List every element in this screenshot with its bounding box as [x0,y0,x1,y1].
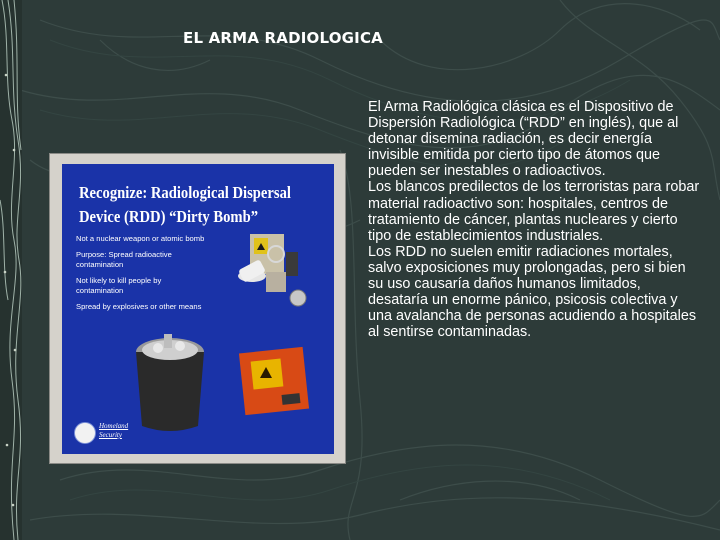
left-decorative-stripe [0,0,22,540]
paragraph-effects: Los RDD no suelen emitir radiaciones mortales, salvo exposiciones muy prolongadas, pero si bien su uso causaría daños humanos limitados, desataría un enorme pánico, psicosis colectiva y una avalancha de personas acudiendo a hospitales al sentirse contaminadas. [368,243,697,341]
rdd-objects-illustration [62,164,334,454]
body-text [368,99,703,340]
embedded-bullet: Not likely to kill people by contamination [76,276,162,295]
slide-title: EL ARMA RADIOLOGICA [183,29,383,47]
paragraph-rdd-definition: El Arma Radiológica clásica es el Dispositivo de Dispersión Radiológica (“RDD” en inglés), que al detonar disemina radiación, es decir energía invisible emitida por cierto tipo de átomos que pueden ser inestables o radioactivos. [368,99,679,180]
seal-line2: Security [99,431,122,439]
seal-line1: Homeland [99,422,129,430]
embedded-heading-line1: Recognize: Radiological Dispersal [79,183,291,202]
homeland-security-seal [74,422,96,444]
paragraph-targets: Los blancos predilectos de los terroristas para robar material radioactivo son: hospitales, centros de tratamiento de cáncer, plantas nucleares y cierto tipo de establecimientos industriales. [368,179,700,244]
embedded-bullet: Purpose: Spread radioactive contamination [76,250,172,269]
embedded-heading-line2: Device (RDD) “Dirty Bomb” [79,207,259,226]
embedded-bullet: Not a nuclear weapon or atomic bomb [76,234,205,243]
seal-caption [99,422,128,440]
embedded-rdd-image [62,164,334,454]
embedded-bullet: Spread by explosives or other means [76,302,202,311]
